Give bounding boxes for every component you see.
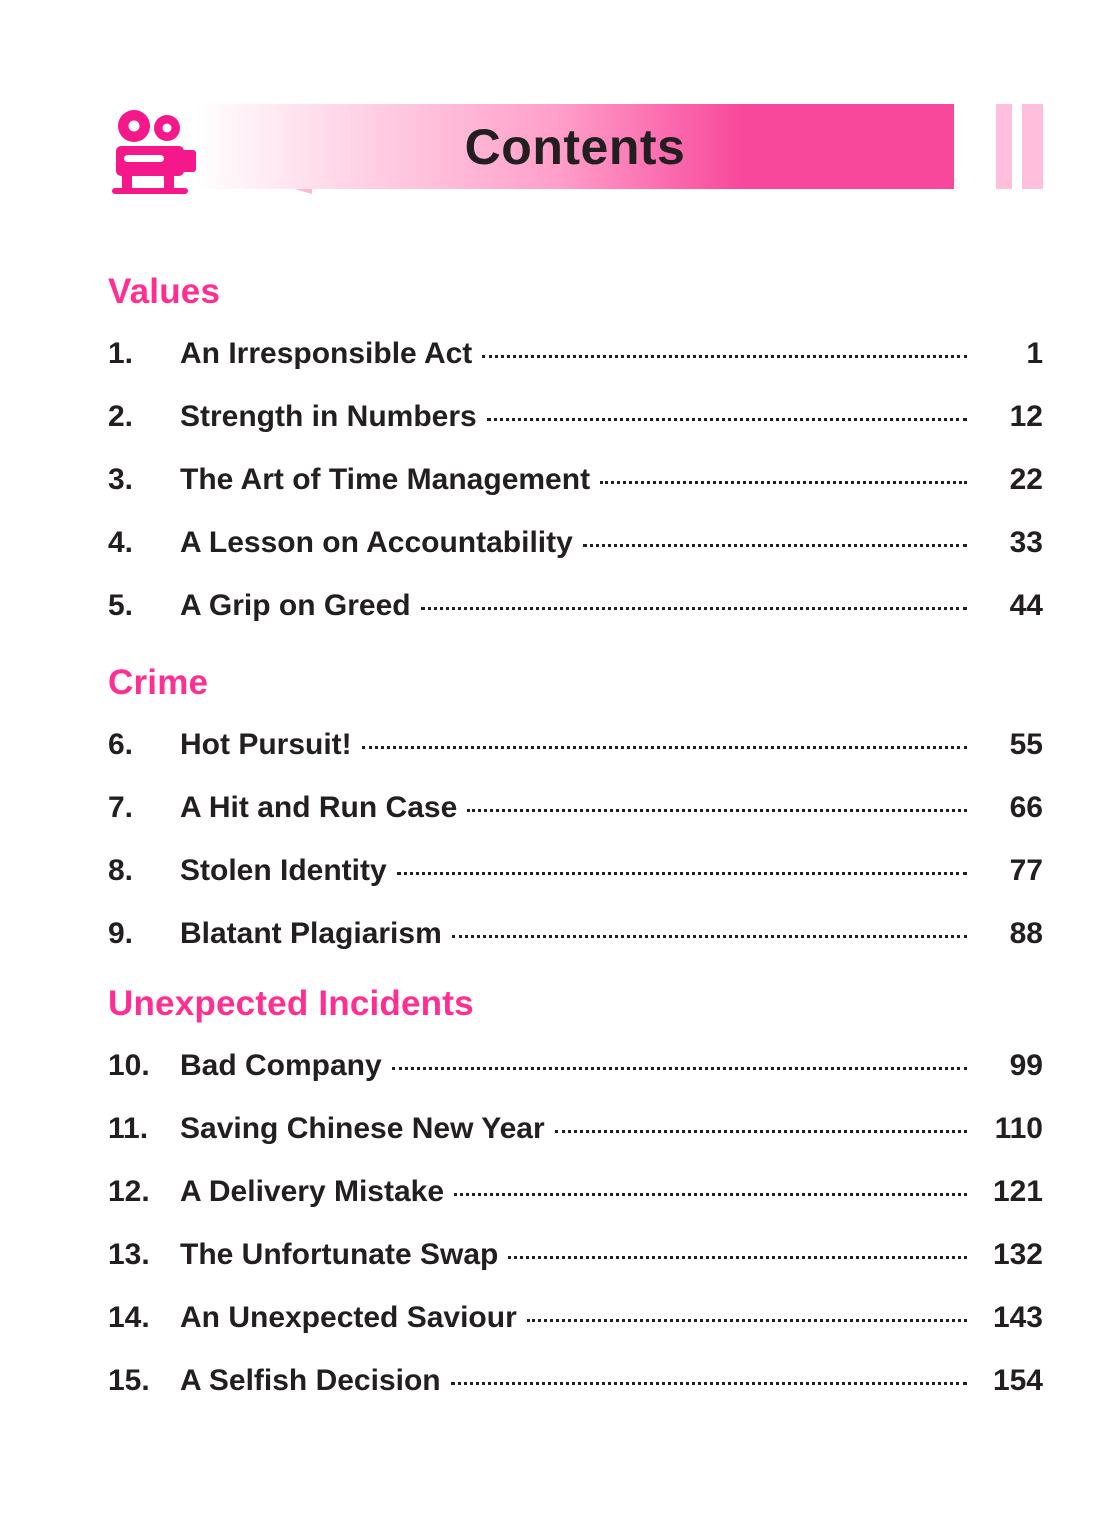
toc-entry[interactable] [108, 1160, 1043, 1223]
toc-entry[interactable] [108, 448, 1043, 511]
toc-entry-number: 3. [108, 462, 134, 496]
toc-leader-dots [600, 480, 967, 484]
toc-entry-title: Strength in Numbers [180, 399, 477, 433]
toc-entry[interactable] [108, 1286, 1043, 1349]
section-heading: Values [108, 272, 221, 311]
toc-entry-number: 1. [108, 336, 134, 370]
toc-entry-page: 154 [992, 1363, 1043, 1397]
toc-list [108, 322, 1043, 637]
toc-entry-number: 12. [108, 1174, 150, 1208]
toc-entry-title: Saving Chinese New Year [180, 1111, 545, 1145]
toc-entry[interactable] [108, 1034, 1043, 1097]
page-header [108, 104, 1043, 189]
toc-entry-number: 4. [108, 525, 134, 559]
toc-entry-number: 11. [108, 1111, 149, 1145]
toc-entry-page: 22 [1009, 462, 1043, 496]
toc-entry-number: 8. [108, 853, 134, 887]
toc-entry[interactable] [108, 839, 1043, 902]
toc-entry-number: 5. [108, 588, 134, 622]
toc-leader-dots [487, 417, 967, 421]
toc-entry-page: 110 [994, 1111, 1043, 1145]
toc-entry-number: 2. [108, 399, 134, 433]
page-title: Contents [464, 118, 686, 175]
toc-entry[interactable] [108, 385, 1043, 448]
toc-entry[interactable] [108, 1097, 1043, 1160]
toc-entry-title: A Lesson on Accountability [180, 525, 573, 559]
toc-leader-dots [452, 934, 967, 938]
toc-entry-number: 6. [108, 727, 134, 761]
toc-leader-dots [467, 808, 967, 812]
toc-entry-title: The Unfortunate Swap [180, 1237, 499, 1271]
section-heading: Unexpected Incidents [108, 984, 474, 1023]
toc-entry[interactable] [108, 322, 1043, 385]
section-values [108, 272, 1043, 637]
toc-leader-dots [392, 1066, 967, 1070]
film-projector-svg [108, 108, 204, 200]
header-accent-bar-1 [996, 104, 1012, 189]
toc-leader-dots [421, 606, 967, 610]
toc-entry-page: 55 [1009, 727, 1043, 761]
toc-entry-page: 132 [992, 1237, 1043, 1271]
toc-leader-dots [451, 1381, 967, 1385]
toc-entry-title: Stolen Identity [180, 853, 387, 887]
toc-entry-title: An Irresponsible Act [180, 336, 473, 370]
toc-entry-page: 121 [992, 1174, 1043, 1208]
toc-list [108, 713, 1043, 965]
toc-entry[interactable] [108, 713, 1043, 776]
toc-entry-number: 9. [108, 916, 134, 950]
toc-entry-page: 99 [1009, 1048, 1043, 1082]
toc-list [108, 1034, 1043, 1412]
toc-entry[interactable] [108, 574, 1043, 637]
toc-entry-title: The Art of Time Management [180, 462, 591, 496]
toc-entry-page: 33 [1009, 525, 1043, 559]
toc-leader-dots [362, 745, 967, 749]
toc-leader-dots [508, 1255, 967, 1259]
toc-entry-number: 10. [108, 1048, 150, 1082]
section-unexpected-incidents [108, 984, 1043, 1412]
toc-entry-title: Bad Company [180, 1048, 382, 1082]
toc-entry-title: A Selfish Decision [180, 1363, 441, 1397]
toc-entry[interactable] [108, 1349, 1043, 1412]
toc-leader-dots [482, 354, 967, 358]
toc-entry-title: An Unexpected Saviour [180, 1300, 517, 1334]
film-projector-icon [108, 108, 204, 200]
section-crime [108, 663, 1043, 965]
toc-entry-page: 77 [1009, 853, 1043, 887]
toc-leader-dots [555, 1129, 967, 1133]
toc-entry-title: A Grip on Greed [180, 588, 411, 622]
toc-entry-title: Hot Pursuit! [180, 727, 352, 761]
toc-leader-dots [397, 871, 967, 875]
toc-entry-number: 14. [108, 1300, 150, 1334]
toc-entry[interactable] [108, 902, 1043, 965]
toc-entry-number: 15. [108, 1363, 150, 1397]
toc-leader-dots [454, 1192, 967, 1196]
toc-entry-title: Blatant Plagiarism [180, 916, 442, 950]
toc-entry-number: 13. [108, 1237, 150, 1271]
toc-entry[interactable] [108, 511, 1043, 574]
toc-leader-dots [527, 1318, 967, 1322]
toc-entry-page: 88 [1009, 916, 1043, 950]
toc-entry-page: 143 [992, 1300, 1043, 1334]
toc-entry-title: A Delivery Mistake [180, 1174, 445, 1208]
toc-entry-page: 66 [1009, 790, 1043, 824]
toc-entry-number: 7. [108, 790, 134, 824]
toc-entry-page: 1 [1026, 336, 1043, 370]
toc-entry[interactable] [108, 776, 1043, 839]
toc-entry-page: 12 [1009, 399, 1043, 433]
header-accent-bar-2 [1022, 104, 1043, 189]
toc-entry-title: A Hit and Run Case [180, 790, 458, 824]
toc-entry-page: 44 [1009, 588, 1043, 622]
toc-entry[interactable] [108, 1223, 1043, 1286]
section-heading: Crime [108, 663, 209, 702]
toc-leader-dots [583, 543, 967, 547]
